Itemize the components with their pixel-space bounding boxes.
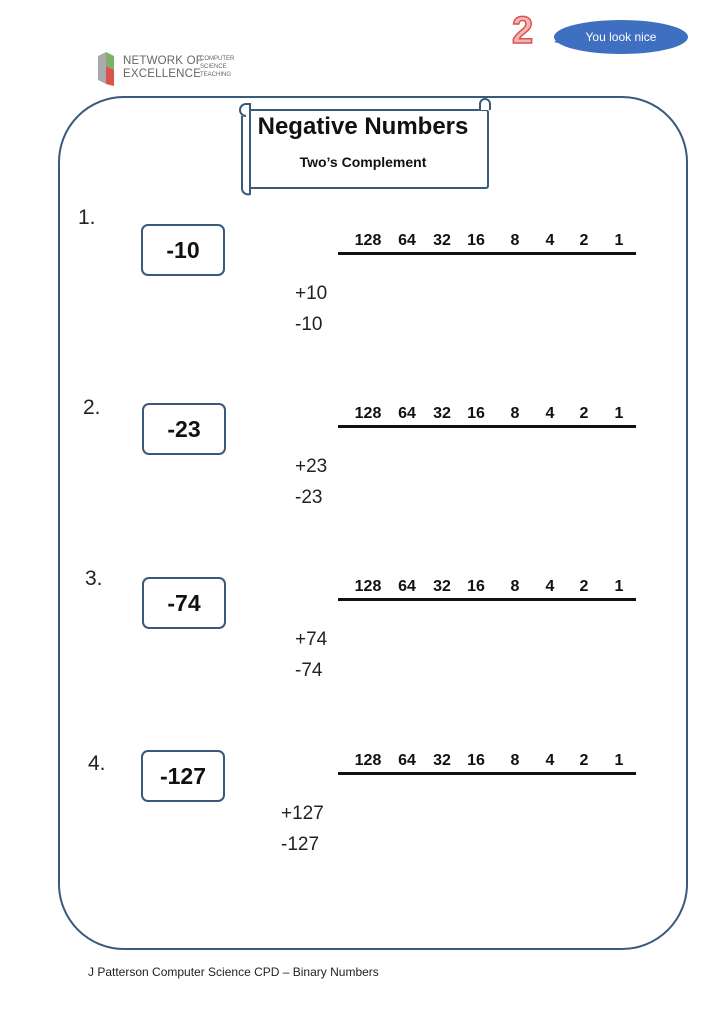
question-number: 4. <box>88 752 106 775</box>
negative-value: -10 <box>295 314 323 335</box>
place-value-header <box>338 232 636 252</box>
place-value-label: 32 <box>433 752 451 769</box>
place-value-label: 32 <box>433 232 451 249</box>
place-value-label: 64 <box>398 232 416 249</box>
page-subtitle: Two’s Complement <box>299 154 427 170</box>
place-value-header <box>338 405 636 425</box>
place-value-label: 16 <box>467 405 485 422</box>
page-footer: J Patterson Computer Science CPD – Binary Numbers <box>88 965 379 979</box>
answer-line <box>338 252 636 255</box>
place-value-label: 64 <box>398 405 416 422</box>
place-value-label: 8 <box>510 232 520 249</box>
positive-value: +127 <box>281 803 324 824</box>
negative-value: -23 <box>295 487 323 508</box>
negative-value: -74 <box>295 660 323 681</box>
positive-value: +74 <box>295 629 328 650</box>
logo-text-line2: EXCELLENCE <box>123 68 202 80</box>
logo-mark-icon <box>96 50 120 88</box>
place-value-label: 32 <box>433 405 451 422</box>
logo-sub-line3: TEACHING <box>200 72 232 78</box>
place-value-label: 8 <box>510 405 520 422</box>
place-value-label: 32 <box>433 578 451 595</box>
question-number: 3. <box>85 567 103 590</box>
positive-value: +23 <box>295 456 328 477</box>
place-value-label: 128 <box>354 578 382 595</box>
title-scroll <box>232 96 494 204</box>
logo-text-line1: NETWORK OF <box>123 55 203 67</box>
place-value-label: 8 <box>510 752 520 769</box>
page-number: 2 <box>512 10 534 52</box>
place-value-label: 128 <box>354 752 382 769</box>
answer-line <box>338 772 636 775</box>
speech-bubble-text: You look nice <box>585 30 657 44</box>
answer-line <box>338 598 636 601</box>
place-value-label: 8 <box>510 578 520 595</box>
place-value-header <box>338 752 636 772</box>
place-value-label: 128 <box>354 232 382 249</box>
place-value-label: 64 <box>398 752 416 769</box>
place-value-label: 16 <box>467 232 485 249</box>
place-value-label: 4 <box>545 232 555 249</box>
place-value-label: 1 <box>614 405 624 422</box>
question-number: 2. <box>83 396 101 419</box>
place-value-label: 64 <box>398 578 416 595</box>
speech-bubble <box>554 20 688 54</box>
question-value-box: -10 <box>141 224 225 276</box>
place-value-label: 16 <box>467 752 485 769</box>
answer-line <box>338 425 636 428</box>
place-value-label: 16 <box>467 578 485 595</box>
network-of-excellence-logo <box>96 50 246 90</box>
place-value-label: 2 <box>579 578 589 595</box>
question-number: 1. <box>78 206 96 229</box>
place-value-label: 4 <box>545 752 555 769</box>
question-value-box: -74 <box>142 577 226 629</box>
place-value-label: 128 <box>354 405 382 422</box>
place-value-label: 4 <box>545 405 555 422</box>
place-value-label: 2 <box>579 232 589 249</box>
question-value-box: -23 <box>142 403 226 455</box>
place-value-label: 1 <box>614 752 624 769</box>
question-value-box: -127 <box>141 750 225 802</box>
negative-value: -127 <box>281 834 320 855</box>
place-value-label: 2 <box>579 405 589 422</box>
place-value-label: 1 <box>614 232 624 249</box>
place-value-header <box>338 578 636 598</box>
positive-value: +10 <box>295 283 328 304</box>
place-value-label: 2 <box>579 752 589 769</box>
page-title: Negative Numbers <box>257 113 469 140</box>
place-value-label: 4 <box>545 578 555 595</box>
logo-sub-line1: COMPUTER <box>200 56 235 62</box>
logo-sub-line2: SCIENCE <box>200 64 227 70</box>
place-value-label: 1 <box>614 578 624 595</box>
